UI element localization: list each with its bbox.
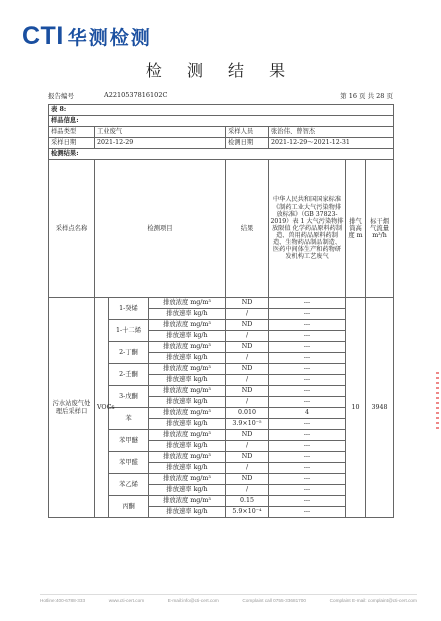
footer-complaint-email: Complaint E-mail: complaint@cti-cert.com (329, 598, 417, 603)
result-value: ND (226, 430, 269, 441)
limit-value: --- (269, 485, 346, 496)
result-value: ND (226, 452, 269, 463)
substance-name: 丙酮 (109, 496, 149, 518)
footer-website: www.cti-cert.com (108, 598, 145, 603)
header-result: 结果 (226, 160, 269, 298)
parameter-name: 排放浓度 mg/m³ (149, 452, 226, 463)
result-value: / (226, 309, 269, 320)
result-value: 3.9×10⁻⁵ (226, 419, 269, 430)
result-value: / (226, 485, 269, 496)
limit-value: --- (269, 331, 346, 342)
limit-value: --- (269, 441, 346, 452)
substance-name: 苯 (109, 408, 149, 430)
limit-value: --- (269, 309, 346, 320)
sample-type-value: 工业废气 (95, 127, 226, 138)
footer-email: E-mail:info@cti-cert.com (167, 598, 219, 603)
parameter-name: 排放浓度 mg/m³ (149, 320, 226, 331)
parameter-name: 排放速率 kg/h (149, 419, 226, 430)
limit-value: 4 (269, 408, 346, 419)
results-heading-row (49, 149, 394, 160)
parameter-name: 排放浓度 mg/m³ (149, 386, 226, 397)
report-number-label: 报告编号 (48, 92, 74, 100)
sampler-label: 采样人员 (226, 127, 269, 138)
footer-complaint-call: Complaint call 0755-33681700 (242, 598, 307, 603)
header-point: 采样点名称 (49, 160, 95, 298)
result-value: ND (226, 298, 269, 309)
result-value: / (226, 463, 269, 474)
substance-name: 1-癸烯 (109, 298, 149, 320)
test-date-label: 检测日期 (226, 138, 269, 149)
result-value: / (226, 353, 269, 364)
result-value: ND (226, 364, 269, 375)
parameter-name: 排放浓度 mg/m³ (149, 430, 226, 441)
limit-value: --- (269, 353, 346, 364)
limit-value: --- (269, 474, 346, 485)
limit-value: --- (269, 452, 346, 463)
results-header-row (49, 160, 394, 298)
limit-value: --- (269, 298, 346, 309)
results-table-wrapper (48, 104, 393, 518)
results-body (49, 298, 394, 518)
stack-height-value: 10 (346, 298, 366, 518)
limit-value: --- (269, 397, 346, 408)
substance-name: 3-戊酮 (109, 386, 149, 408)
limit-value: --- (269, 463, 346, 474)
header-flow: 标干烟气流量 m³/h (366, 160, 394, 298)
sample-type-label: 样品类型 (49, 127, 95, 138)
substance-name: 1-十二烯 (109, 320, 149, 342)
result-value: / (226, 375, 269, 386)
substance-name: 2-丁酮 (109, 342, 149, 364)
sample-info-heading: 样品信息: (49, 116, 394, 127)
sample-info-row-2 (49, 138, 394, 149)
sample-info-heading-row (49, 116, 394, 127)
results-heading: 检测结果: (49, 149, 394, 160)
limit-value: --- (269, 375, 346, 386)
limit-value: --- (269, 386, 346, 397)
limit-value: --- (269, 419, 346, 430)
pollutant-group: VOCs (95, 298, 109, 518)
result-value: 5.9×10⁻⁴ (226, 507, 269, 518)
report-number-value: A2210537816102C (104, 91, 168, 99)
logo-name: 华测检测 (67, 27, 152, 49)
result-value: ND (226, 386, 269, 397)
substance-name: 2-壬酮 (109, 364, 149, 386)
parameter-name: 排放浓度 mg/m³ (149, 364, 226, 375)
parameter-name: 排放速率 kg/h (149, 485, 226, 496)
footer-hotline: Hotline:400-6788-333 (40, 598, 86, 603)
footer (40, 594, 417, 603)
parameter-name: 排放浓度 mg/m³ (149, 408, 226, 419)
parameter-name: 排放速率 kg/h (149, 375, 226, 386)
sampler-value: 张治伟、曾智杰 (269, 127, 394, 138)
parameter-name: 排放速率 kg/h (149, 507, 226, 518)
table-row (49, 298, 394, 309)
result-value: 0.15 (226, 496, 269, 507)
limit-value: --- (269, 430, 346, 441)
flow-rate-value: 3948 (366, 298, 394, 518)
parameter-name: 排放浓度 mg/m³ (149, 298, 226, 309)
limit-value: --- (269, 342, 346, 353)
header-standard: 中华人民共和国国家标准《制药工业大气污染物排放标准》（GB 37823-2019）表 1 大气污染物排放限值 化学药品原料药制造、兽用药品原料药制造、生物药品制品制造、医药中间体生产和药物研发机构工艺废气 (269, 160, 346, 298)
substance-name: 苯甲醚 (109, 430, 149, 452)
parameter-name: 排放速率 kg/h (149, 441, 226, 452)
parameter-name: 排放速率 kg/h (149, 331, 226, 342)
result-value: 0.010 (226, 408, 269, 419)
sample-date-label: 采样日期 (49, 138, 95, 149)
parameter-name: 排放速率 kg/h (149, 353, 226, 364)
sample-date-value: 2021-12-29 (95, 138, 226, 149)
page-indicator: 第 16 页 共 28 页 (340, 92, 393, 100)
substance-name: 苯甲醛 (109, 452, 149, 474)
result-value: / (226, 331, 269, 342)
substance-name: 苯乙烯 (109, 474, 149, 496)
result-value: ND (226, 320, 269, 331)
header-height: 排气筒高度 m (346, 160, 366, 298)
limit-value: --- (269, 320, 346, 331)
page-title: 检 测 结 果 (145, 61, 296, 80)
header-item: 检测项目 (95, 160, 226, 298)
table-number-row (49, 105, 394, 116)
edge-seal-mark (436, 372, 439, 432)
parameter-name: 排放浓度 mg/m³ (149, 342, 226, 353)
parameter-name: 排放速率 kg/h (149, 397, 226, 408)
result-value: ND (226, 474, 269, 485)
parameter-name: 排放浓度 mg/m³ (149, 496, 226, 507)
results-table (48, 104, 394, 518)
parameter-name: 排放速率 kg/h (149, 463, 226, 474)
sample-info-row-1 (49, 127, 394, 138)
result-value: / (226, 397, 269, 408)
sampling-point-name: 污水站废气处理后采样口 (49, 298, 95, 518)
limit-value: --- (269, 496, 346, 507)
limit-value: --- (269, 507, 346, 518)
result-value: / (226, 441, 269, 452)
limit-value: --- (269, 364, 346, 375)
parameter-name: 排放速率 kg/h (149, 309, 226, 320)
logo-brand: CTI (22, 22, 64, 50)
table-number: 表 8: (49, 105, 394, 116)
company-logo (22, 22, 152, 51)
test-date-value: 2021-12-29～2021-12-31 (269, 138, 394, 149)
parameter-name: 排放浓度 mg/m³ (149, 474, 226, 485)
result-value: ND (226, 342, 269, 353)
